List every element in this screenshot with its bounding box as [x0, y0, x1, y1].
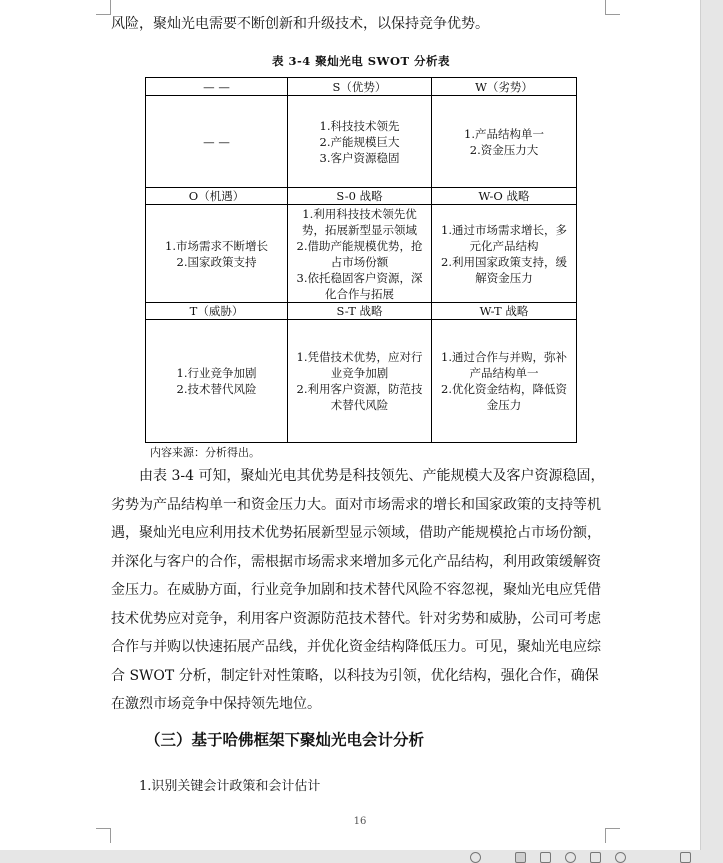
table-cell: 1.市场需求不断增长 2.国家政策支持: [146, 205, 288, 303]
paragraph-line: 合作与并购以快速拓展产品线，并优化资金结构降低压力。可见，聚灿光电应综: [111, 639, 601, 655]
table-cell: 1.科技技术领先 2.产能规模巨大 3.客户资源稳固: [288, 96, 432, 188]
table-cell: 1.产品结构单一 2.资金压力大: [432, 96, 577, 188]
table-header-cell: W-T 战略: [432, 303, 577, 320]
table-section-header-row: [146, 188, 577, 205]
paragraph-line: 遇，聚灿光电应利用技术优势拓展新型显示领域，借助产能规模抢占市场份额，: [111, 525, 601, 541]
focus-icon[interactable]: [470, 852, 481, 863]
table-row: [146, 205, 577, 303]
body-paragraph: [111, 462, 611, 719]
paragraph-line: 金压力。在威胁方面，行业竞争加剧和技术替代风险不容忽视，聚灿光电应凭借: [111, 582, 601, 598]
table-header-cell: S-0 战略: [288, 188, 432, 205]
section-heading: （三）基于哈佛框架下聚灿光电会计分析: [145, 730, 425, 749]
table-row: [146, 96, 577, 188]
table-header-cell: S（优势）: [288, 78, 432, 96]
page-corner-mark: [96, 0, 111, 15]
table-header-cell: T（威胁）: [146, 303, 288, 320]
table-header-cell: W-O 战略: [432, 188, 577, 205]
paragraph-line: 技术优势应对竞争，利用客户资源防范技术替代。针对劣势和威胁，公司可考虑: [111, 610, 601, 627]
table-section-header-row: [146, 303, 577, 320]
status-bar: [430, 850, 723, 860]
swot-table: [145, 77, 577, 443]
paragraph-line: 并深化与客户的合作，需根据市场需求来增加多元化产品结构，利用政策缓解资: [111, 553, 601, 570]
page-view-icon[interactable]: [515, 852, 526, 863]
table-caption: 表 3-4 聚灿光电 SWOT 分析表: [271, 54, 451, 68]
zoom-out-icon[interactable]: [680, 852, 691, 863]
paragraph-line: 在激烈市场竞争中保持领先地位。: [111, 696, 321, 712]
table-cell: 1.凭借技术优势，应对行 业竞争加剧 2.利用客户资源，防范技 术替代风险: [288, 320, 432, 443]
page-corner-mark: [96, 828, 111, 843]
outline-view-icon[interactable]: [540, 852, 551, 863]
subsection-heading: 1.识别关键会计政策和会计估计: [139, 779, 321, 794]
table-cell: 1.行业竞争加剧 2.技术替代风险: [146, 320, 288, 443]
reading-view-icon[interactable]: [615, 852, 626, 863]
paragraph-line: 劣势为产品结构单一和资金压力大。面对市场需求的增长和国家政策的支持等机: [111, 496, 601, 513]
table-header-cell: S-T 战略: [288, 303, 432, 320]
table-cell: 1.通过合作与并购，弥补 产品结构单一 2.优化资金结构，降低资 金压力: [432, 320, 577, 443]
table-cell: 1.利用科技技术领先优 势，拓展新型显示领域 2.借助产能规模优势，抢 占市场份额 3.依托稳固客户资源，深 化合作与拓展: [288, 205, 432, 303]
web-view-icon[interactable]: [565, 852, 576, 863]
edit-view-icon[interactable]: [590, 852, 601, 863]
table-header-cell: — —: [146, 78, 288, 96]
page-corner-mark: [605, 0, 620, 15]
paragraph-line: 由表 3-4 可知，聚灿光电其优势是科技领先、产能规模大及客户资源稳固，: [139, 468, 605, 484]
page-corner-mark: [605, 828, 620, 843]
table-header-cell: W（劣势）: [432, 78, 577, 96]
table-cell: 1.通过市场需求增长，多 元化产品结构 2.利用国家政策支持，缓 解资金压力: [432, 205, 577, 303]
page-number: 16: [353, 816, 367, 827]
table-header-row: [146, 78, 577, 96]
intro-line: 风险，聚灿光电需要不断创新和升级技术，以保持竞争优势。: [111, 16, 489, 32]
table-row: [146, 320, 577, 443]
paragraph-line: 合 SWOT 分析，制定针对性策略，以科技为引领，优化结构，强化合作，确保: [111, 667, 599, 684]
table-cell: — —: [146, 96, 288, 188]
table-source-note: 内容来源：分析得出。: [150, 446, 260, 459]
table-header-cell: O（机遇）: [146, 188, 288, 205]
